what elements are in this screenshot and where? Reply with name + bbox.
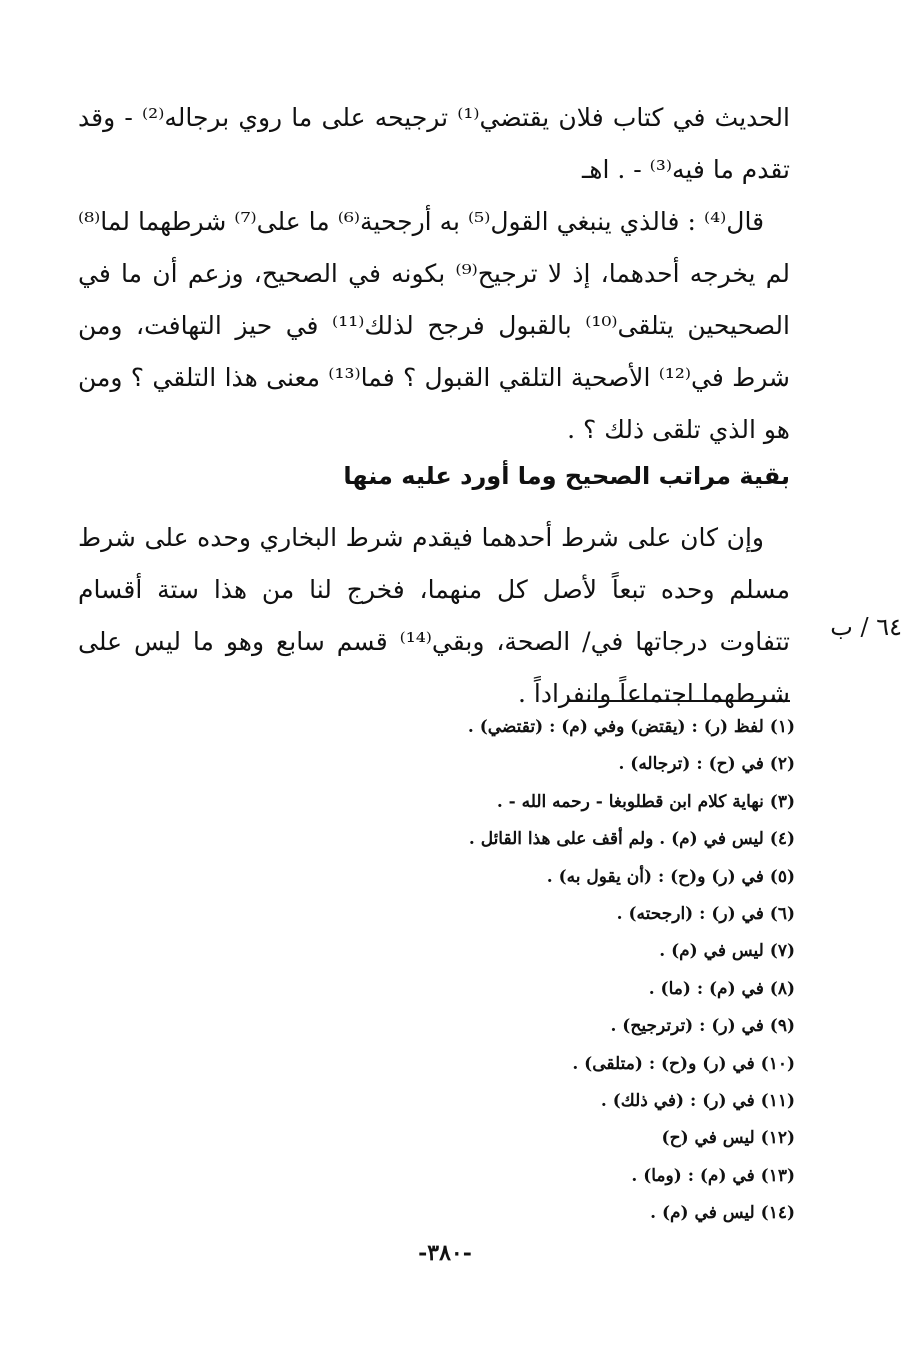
- paragraph-3: وإن كان على شرط أحدهما فيقدم شرط البخاري وحده على شرط مسلم وحده تبعاً لأصل كل منهما، فخرج لنا من هذا ستة أقسام تتفاوت درجاتها في/ الصحة، وبقي⁽¹⁴⁾ قسم سابع وهو ما ليس على شرطهما اجتماعاً وانفراداً .: [78, 523, 790, 708]
- footnote-1: (١) لفظ (ر) : (يقتض) وفي (م) : (تقتضي) .: [467, 717, 795, 737]
- footnote-separator: [568, 700, 790, 702]
- paragraph-1: الحديث في كتاب فلان يقتضي⁽¹⁾ ترجيحه على ما روي برجاله⁽²⁾ - وقد تقدم ما فيه⁽³⁾ - . اهـ: [78, 103, 790, 184]
- footnotes-list: [300, 712, 795, 1235]
- footnote-12: (١٢) ليس في (ح): [661, 1128, 795, 1149]
- footnote-5: (٥) في (ر) و(ح) : (أن يقول به) .: [546, 866, 795, 887]
- footnote-13: (١٣) في (م) : (وما) .: [631, 1165, 795, 1186]
- footnote-11: (١١) في (ر) : (في ذلك) .: [600, 1090, 795, 1111]
- footnote-8: (٨) في (م) : (ما) .: [648, 978, 795, 999]
- footnote-7: (٧) ليس في (م) .: [659, 941, 795, 962]
- footnote-4: (٤) ليس في (م) . ولم أقف على هذا القائل .: [468, 829, 795, 850]
- footnote-9: (٩) في (ر) : (ترترجيح) .: [610, 1016, 795, 1037]
- footnote-2: (٢) في (ح) : (ترجاله) .: [618, 754, 795, 775]
- section-heading: بقية مراتب الصحيح وما أورد عليه منها: [343, 462, 790, 490]
- footnote-3: (٣) نهاية كلام ابن قطلوبغا - رحمه الله - .: [496, 791, 795, 812]
- footnote-10: (١٠) في (ر) و(ح) : (متلقى) .: [572, 1053, 795, 1074]
- manuscript-folio-reference: ٦٤ / ب: [830, 613, 902, 641]
- footnote-6: (٦) في (ر) : (ارجحته) .: [616, 903, 795, 924]
- footnote-14: (١٤) ليس في (م) .: [650, 1203, 795, 1224]
- page-number: -٣٨٠-: [418, 1240, 472, 1266]
- paragraph-2: قال⁽⁴⁾ : فالذي ينبغي القول⁽⁵⁾ به أرجحية⁽⁶⁾ ما على⁽⁷⁾ شرطهما لما⁽⁸⁾ لم يخرجه أحدهما، إذ لا ترجيح⁽⁹⁾ بكونه في الصحيح، وزعم أن ما في الصحيحين يتلقى⁽¹⁰⁾ بالقبول فرجح لذلك⁽¹¹⁾ في حيز التهافت، ومن شرط في⁽¹²⁾ الأصحية التلقي القبول ؟ فما⁽¹³⁾ معنى هذا التلقي ؟ ومن هو الذي تلقى ذلك ؟ .: [78, 207, 790, 444]
